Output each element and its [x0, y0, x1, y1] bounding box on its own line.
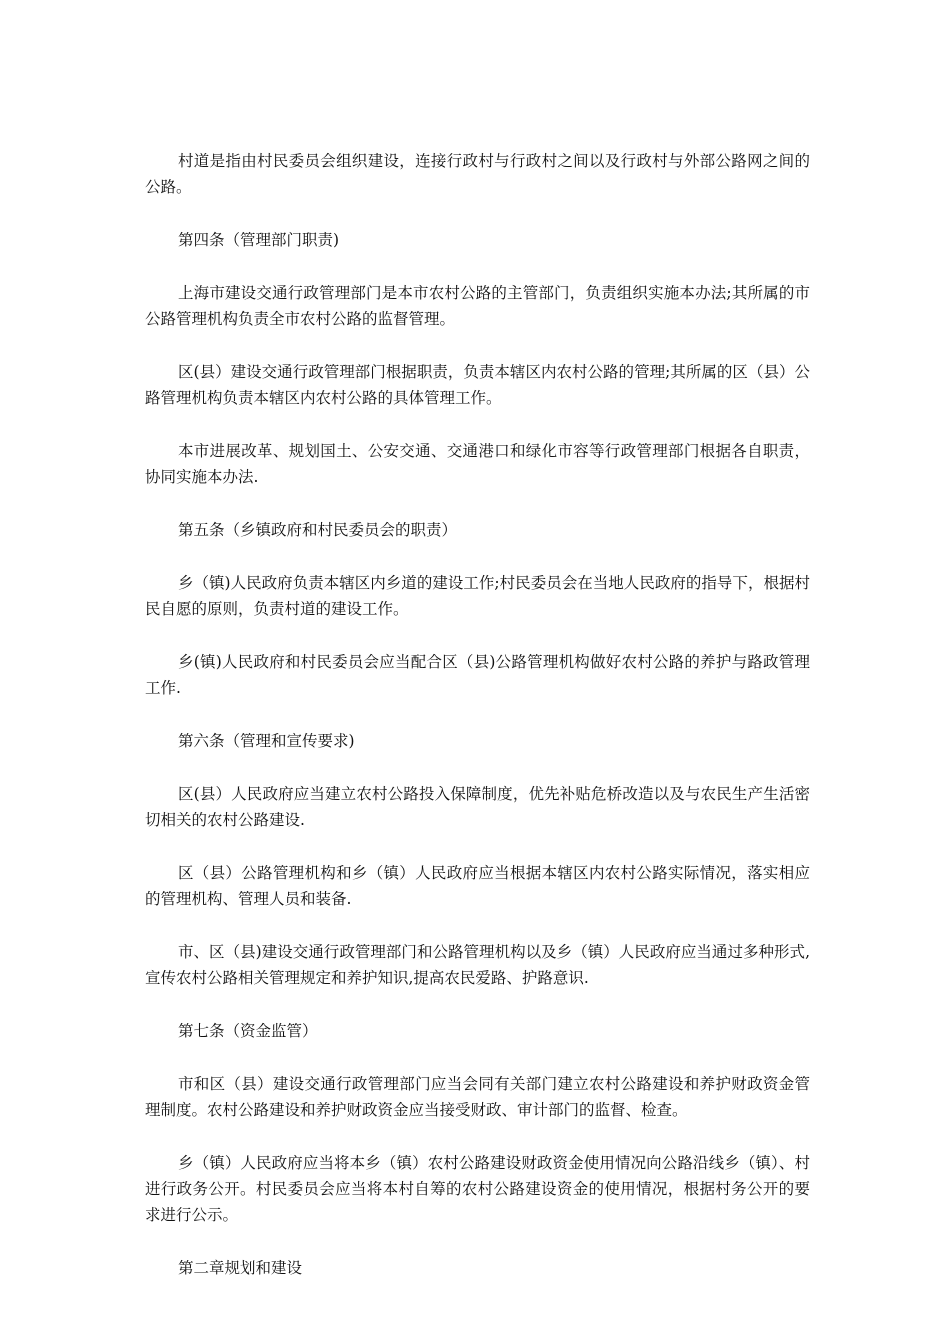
paragraph-village-road-definition: 村道是指由村民委员会组织建设，连接行政村与行政村之间以及行政村与外部公路网之间的公路。: [145, 152, 810, 196]
article-6-heading: 第六条（管理和宣传要求): [178, 732, 355, 750]
paragraph-article-7-1: 市和区（县）建设交通行政管理部门应当会同有关部门建立农村公路建设和养护财政资金管理制度。农村公路建设和养护财政资金应当接受财政、审计部门的监督、检查。: [145, 1075, 810, 1119]
document-body: [145, 148, 810, 1308]
paragraph-article-6-2: 区（县）公路管理机构和乡（镇）人民政府应当根据本辖区内农村公路实际情况，落实相应的管理机构、管理人员和装备.: [145, 864, 810, 908]
paragraph-article-5-1: 乡（镇)人民政府负责本辖区内乡道的建设工作;村民委员会在当地人民政府的指导下，根据村民自愿的原则，负责村道的建设工作。: [145, 574, 810, 618]
paragraph-article-4-2: 区(县）建设交通行政管理部门根据职责，负责本辖区内农村公路的管理;其所属的区（县）公路管理机构负责本辖区内农村公路的具体管理工作。: [145, 363, 810, 407]
paragraph-article-7-2: 乡（镇）人民政府应当将本乡（镇）农村公路建设财政资金使用情况向公路沿线乡（镇）、村进行政务公开。村民委员会应当将本村自筹的农村公路建设资金的使用情况，根据村务公开的要求进行公示。: [145, 1154, 810, 1224]
paragraph-article-6-1: 区(县）人民政府应当建立农村公路投入保障制度，优先补贴危桥改造以及与农民生产生活密切相关的农村公路建设.: [145, 785, 810, 829]
article-7-heading: 第七条（资金监管）: [178, 1022, 318, 1040]
chapter-2-heading: 第二章规划和建设: [178, 1259, 303, 1277]
paragraph-article-5-2: 乡(镇)人民政府和村民委员会应当配合区（县)公路管理机构做好农村公路的养护与路政管理工作.: [145, 653, 810, 697]
paragraph-article-4-1: 上海市建设交通行政管理部门是本市农村公路的主管部门，负责组织实施本办法;其所属的市公路管理机构负责全市农村公路的监督管理。: [145, 284, 810, 328]
article-5-heading: 第五条（乡镇政府和村民委员会的职责）: [178, 521, 458, 539]
paragraph-article-6-3: 市、区（县)建设交通行政管理部门和公路管理机构以及乡（镇）人民政府应当通过多种形式,宣传农村公路相关管理规定和养护知识,提高农民爱路、护路意识.: [145, 943, 810, 987]
article-4-heading: 第四条（管理部门职责): [178, 231, 340, 249]
paragraph-article-4-3: 本市进展改革、规划国土、公安交通、交通港口和绿化市容等行政管理部门根据各自职责，协同实施本办法.: [145, 442, 810, 486]
